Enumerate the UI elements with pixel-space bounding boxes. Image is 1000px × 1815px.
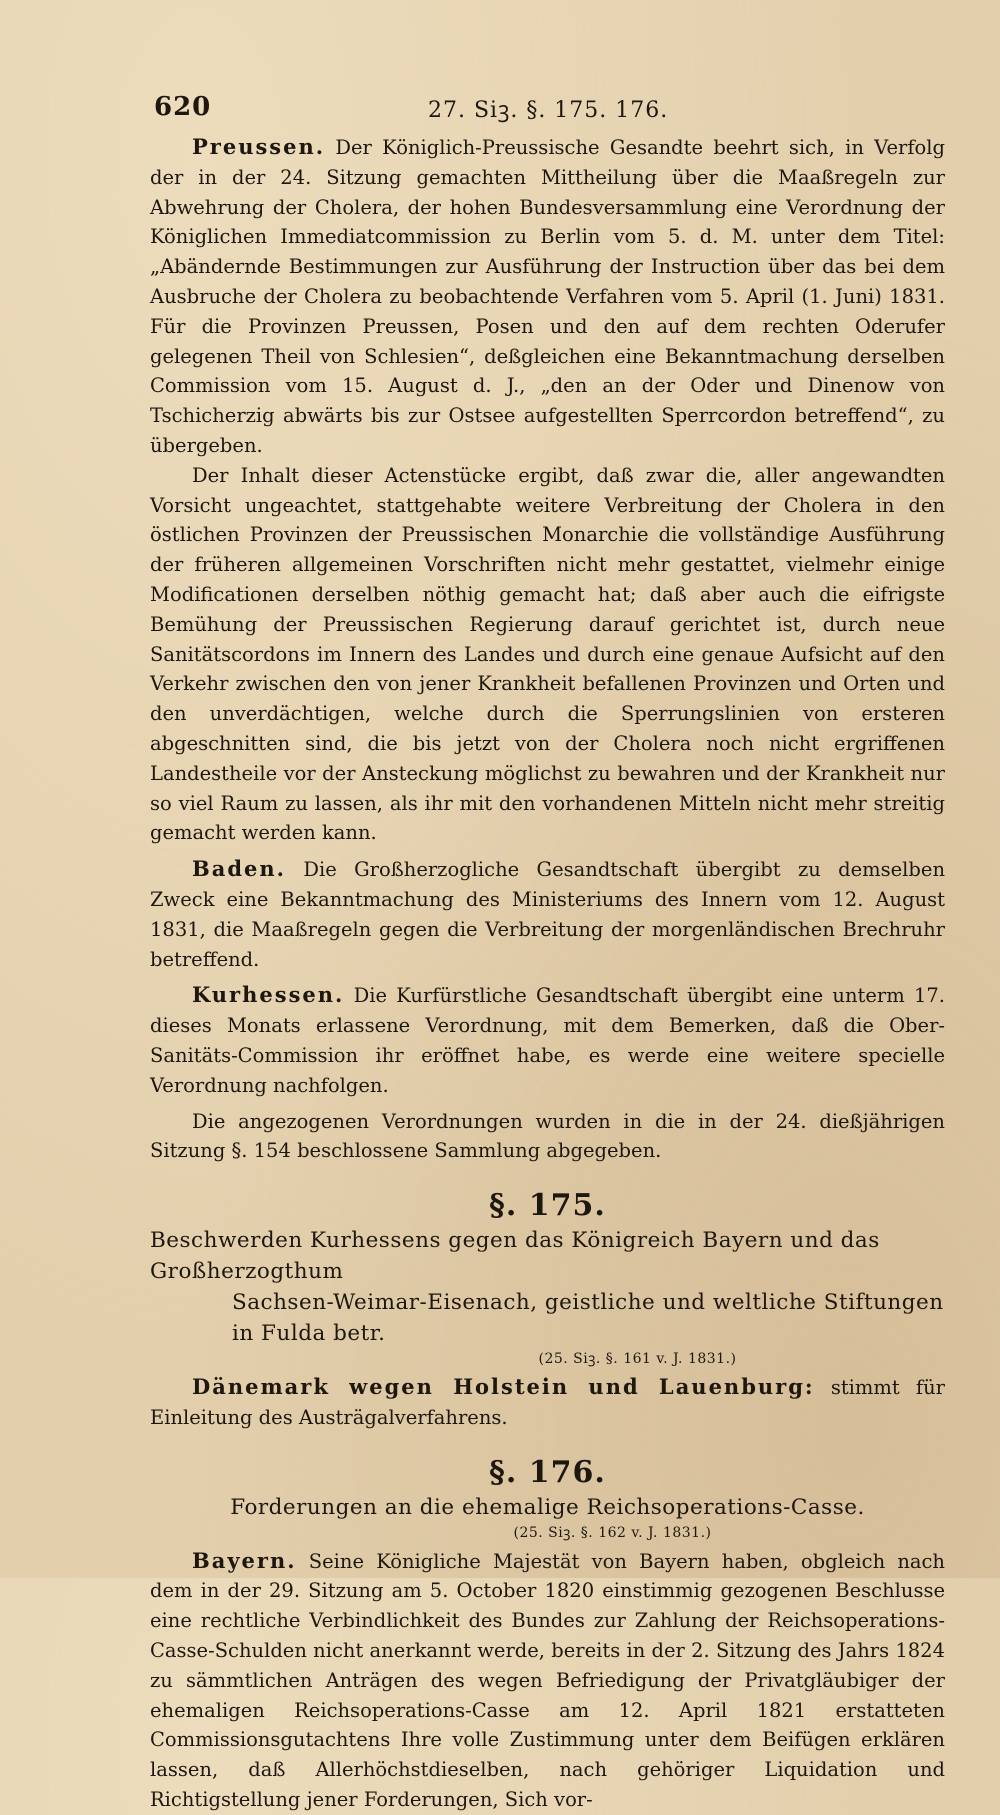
paragraph-inhalt — [150, 461, 945, 848]
paragraph-lead: Dänemark wegen Holstein und Lauenburg: — [192, 1374, 815, 1400]
section-176-title: Forderungen an die ehemalige Reichsoperations-Casse. — [230, 1494, 865, 1520]
section-176-reference: (25. Siꝫ. §. 162 v. J. 1831.) — [513, 1524, 712, 1541]
paragraph-lead: Preussen. — [192, 134, 326, 159]
paragraph-baden — [150, 854, 945, 974]
paragraph-daenemark — [150, 1372, 945, 1433]
section-176-heading: §. 176. — [489, 1454, 606, 1490]
paragraph-sammlung — [150, 1107, 945, 1167]
paragraph-text: Der Inhalt dieser Actenstücke ergibt, daß zwar die, aller angewandten Vorsicht ungeachtet, stattgehabte weitere Verbreitung der Cholera in den östlichen Provinzen der Preussischen Monarchie die vollständige Ausführung der früheren allgemeinen Vorschriften nicht mehr gestattet, vielmehr einige Modificationen derselben nöthig gemacht hat; daß aber auch die eifrigste Bemühung der Preussischen Regierung darauf gerichtet ist, durch neue Sanitätscordons im Innern des Landes und durch eine genaue Aufsicht auf den Verkehr zwischen den von jener Krankheit befallenen Provinzen und Orten und den unverdächtigen, welche durch die Sperrungslinien von ersteren abgeschnitten sind, die bis jetzt von der Cholera noch nicht ergriffenen Landestheile vor der Ansteckung möglichst zu bewahren und der Krankheit nur so viel Raum zu lassen, als ihr mit den vorhandenen Mitteln nicht mehr streitig gemacht werden kann. — [150, 463, 945, 845]
page-number: 620 — [154, 92, 212, 122]
paragraph-lead: Kurhessen. — [192, 982, 345, 1008]
paragraph-text: Die angezogenen Verordnungen wurden in die in der 24. dießjährigen Sitzung §. 154 beschlossene Sammlung abgegeben. — [150, 1109, 945, 1163]
paragraph-lead: Baden. — [192, 856, 286, 882]
paragraph-preussen — [150, 132, 945, 461]
body-text — [150, 132, 945, 1815]
paragraph-text: Seine Königliche Majestät von Bayern haben, obgleich nach dem in der 29. Sitzung am 5. October 1820 einstimmig gezogenen Beschlusse eine rechtliche Verbindlichkeit des Bundes zur Zahlung der Reichsoperations-Casse-Schulden nicht anerkannt werde, bereits in der 2. Sitzung des Jahrs 1824 zu sämmtlichen Anträgen des wegen Befriedigung der Privatgläubiger der ehemaligen Reichsoperations-Casse am 12. April 1821 erstatteten Commissionsgutachtens Ihre volle Zustimmung unter dem Beifügen erklären lassen, daß Allerhöchstdieselben, nach gehöriger Liquidation und Richtigstellung jener Forderungen, Sich vor- — [150, 1549, 945, 1812]
section-175-reference: (25. Siꝫ. §. 161 v. J. 1831.) — [538, 1351, 737, 1368]
running-head: 27. Siꝫ. §. 175. 176. — [428, 98, 669, 123]
page-header — [150, 88, 950, 128]
paragraph-text: Der Königlich-Preussische Gesandte beehrt sich, in Verfolg der in der 24. Sitzung gemachten Mittheilung über die Maaßregeln zur Abwehrung der Cholera, der hohen Bundesversammlung eine Verordnung der Königlichen Immediatcommission zu Berlin vom 5. d. M. unter dem Titel: „Abändernde Bestimmungen zur Ausführung der Instruction über das bei dem Ausbruche der Cholera zu beobachtende Verfahren vom 5. April (1. Juni) 1831. Für die Provinzen Preussen, Posen und den auf dem rechten Oderufer gelegenen Theil von Schlesien“, deßgleichen eine Bekanntmachung derselben Commission vom 15. August d. J., „den an der Oder und Dinenow von Tschicherzig abwärts bis zur Ostsee aufgestellten Sperrcordon betreffend“, zu übergeben. — [150, 136, 946, 457]
paragraph-text: Die Kurfürstliche Gesandtschaft übergibt eine unterm 17. dieses Monats erlassene Verordnung, mit dem Bemerken, daß die Ober-Sanitäts-Commission ihr eröffnet habe, es werde eine weitere specielle Verordnung nachfolgen. — [150, 984, 945, 1097]
section-175-title-line1: Beschwerden Kurhessens gegen das Königreich Bayern und das Großherzogthum — [150, 1228, 880, 1285]
section-175-title-line2: Sachsen-Weimar-Eisenach, geistliche und weltliche Stiftungen in Fulda betr. — [232, 1290, 944, 1347]
paragraph-text: Die Großherzogliche Gesandtschaft übergibt zu demselben Zweck eine Bekanntmachung des Ministeriums des Innern vom 12. August 1831, die Maaßregeln gegen die Verbreitung der morgenländischen Brechruhr betreffend. — [150, 858, 945, 971]
paragraph-lead: Bayern. — [192, 1547, 297, 1573]
paragraph-text: stimmt für Einleitung des Austrägalverfahrens. — [150, 1376, 945, 1429]
paragraph-bayern — [150, 1546, 945, 1815]
paragraph-kurhessen — [150, 980, 945, 1100]
section-175-heading: §. 175. — [489, 1188, 606, 1224]
